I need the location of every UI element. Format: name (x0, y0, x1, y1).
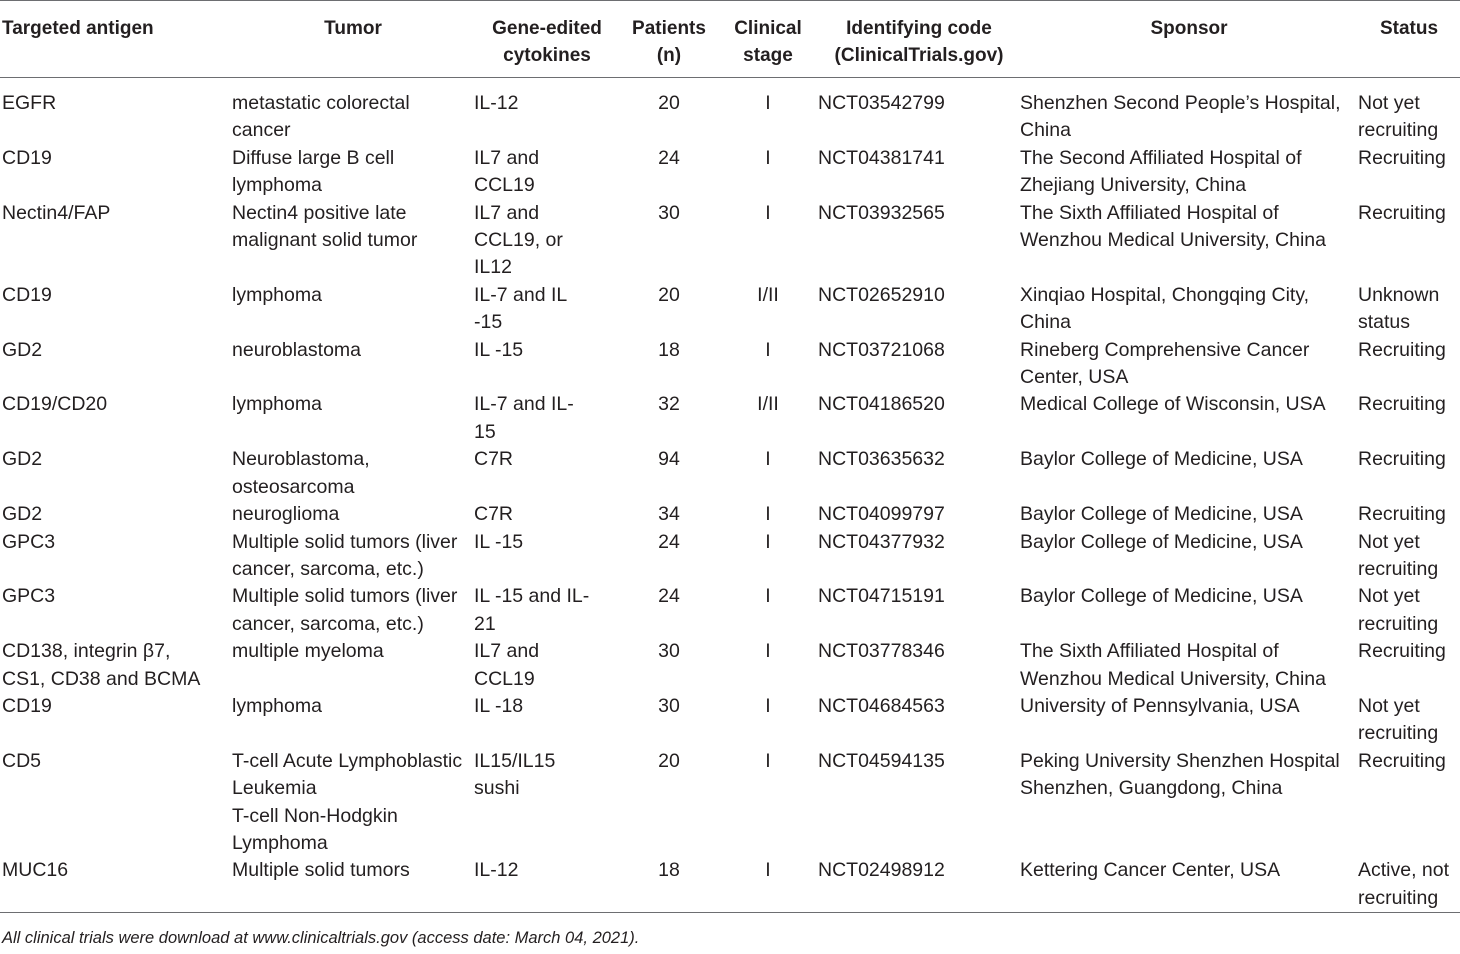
cell-tumor-line: cancer, sarcoma, etc.) (232, 612, 424, 635)
cell-status-line: recruiting (1358, 557, 1439, 580)
cell-status (1358, 501, 1460, 528)
cell-sponsor-line: The Sixth Affiliated Hospital of (1020, 201, 1279, 224)
header-identifying-code (818, 1, 1020, 78)
cell-sponsor-line: University of Pennsylvania, USA (1020, 694, 1300, 717)
cell-patients: 20 (658, 749, 680, 772)
cell-status (1358, 282, 1460, 337)
cell-clinical-stage: I/II (757, 393, 779, 416)
cell-targeted-antigen (0, 693, 232, 748)
cell-clinical-stage: I/II (757, 283, 779, 306)
table-row (0, 391, 1460, 446)
cell-clinical-stage: I (765, 201, 771, 224)
cell-targeted-antigen (0, 638, 232, 693)
header-row (0, 1, 1460, 78)
cell-targeted-antigen-line: CD19 (2, 146, 52, 169)
header-cytokines-line-1: Gene-edited (492, 18, 602, 39)
cell-clinical-stage: I (765, 338, 771, 361)
table-row (0, 446, 1460, 501)
cell-status-line: Recruiting (1358, 448, 1446, 471)
cell-identifying-code: NCT03635632 (818, 448, 945, 471)
cell-tumor-line: neuroblastoma (232, 338, 361, 361)
cell-targeted-antigen-line: EGFR (2, 92, 57, 114)
cell-tumor (232, 583, 474, 638)
cell-sponsor-line: The Second Affiliated Hospital of (1020, 146, 1302, 169)
cell-tumor-line: osteosarcoma (232, 475, 355, 498)
cell-tumor-line: cancer (232, 119, 291, 142)
cell-tumor (232, 78, 474, 145)
cell-sponsor-line: Wenzhou Medical University, China (1020, 229, 1326, 252)
cell-tumor-line: T-cell Non-Hodgkin (232, 804, 398, 827)
cell-sponsor-line: Wenzhou Medical University, China (1020, 667, 1326, 690)
cell-targeted-antigen-line: CS1, CD38 and BCMA (2, 667, 201, 690)
header-targeted-antigen: Targeted antigen (2, 18, 154, 39)
cell-sponsor (1020, 391, 1358, 446)
table-row (0, 501, 1460, 528)
cell-sponsor (1020, 78, 1358, 145)
cell-status-line: recruiting (1358, 119, 1439, 142)
cell-tumor-line: cancer, sarcoma, etc.) (232, 557, 424, 580)
cell-status (1358, 145, 1460, 200)
cell-cytokines-line: CCL19 (474, 667, 535, 690)
cell-cytokines (474, 446, 620, 501)
cell-patients: 24 (658, 530, 680, 553)
header-tumor: Tumor (324, 18, 382, 39)
cell-sponsor-line: Zhejiang University, China (1020, 174, 1247, 197)
cell-targeted-antigen (0, 857, 232, 912)
cell-targeted-antigen (0, 748, 232, 858)
cell-cytokines-line: IL-7 and IL (474, 283, 568, 306)
cell-tumor-line: neuroglioma (232, 503, 340, 526)
cell-targeted-antigen-line: Nectin4/FAP (2, 201, 111, 224)
cell-status-line: recruiting (1358, 612, 1439, 635)
cell-patients: 24 (658, 146, 680, 169)
header-cytokines (474, 1, 620, 78)
cell-sponsor-line: China (1020, 119, 1071, 142)
cell-tumor-line: Neuroblastoma, (232, 448, 370, 471)
table-row (0, 145, 1460, 200)
cell-targeted-antigen-line: MUC16 (2, 859, 69, 882)
cell-tumor (232, 282, 474, 337)
cell-sponsor-line: The Sixth Affiliated Hospital of (1020, 640, 1279, 663)
cell-tumor-line: lymphoma (232, 174, 322, 197)
cell-targeted-antigen (0, 200, 232, 282)
cell-clinical-stage: I (765, 530, 771, 553)
cell-cytokines (474, 391, 620, 446)
cell-status (1358, 337, 1460, 392)
cell-tumor (232, 748, 474, 858)
cell-status-line: Recruiting (1358, 393, 1446, 416)
cell-identifying-code: NCT04715191 (818, 585, 945, 608)
cell-patients: 30 (658, 640, 680, 663)
cell-sponsor-line: Xinqiao Hospital, Chongqing City, (1020, 283, 1310, 306)
cell-patients: 20 (658, 92, 680, 114)
cell-cytokines-line: IL -15 (474, 530, 524, 553)
cell-cytokines-line: CCL19 (474, 174, 535, 197)
cell-targeted-antigen-line: CD19 (2, 283, 52, 306)
cell-cytokines-line: 15 (474, 420, 496, 443)
cell-tumor-line: multiple myeloma (232, 640, 384, 663)
cell-targeted-antigen-line: GD2 (2, 503, 43, 526)
cell-status-line: Not yet (1358, 694, 1420, 717)
cell-targeted-antigen (0, 145, 232, 200)
cell-tumor (232, 446, 474, 501)
cell-status (1358, 78, 1460, 145)
cell-cytokines-line: IL -18 (474, 694, 524, 717)
cell-clinical-stage: I (765, 448, 771, 471)
cell-tumor-line: Multiple solid tumors (liver (232, 530, 458, 553)
cell-sponsor-line: Shenzhen, Guangdong, China (1020, 777, 1283, 800)
cell-targeted-antigen-line: GPC3 (2, 530, 56, 553)
cell-cytokines-line: IL-12 (474, 859, 519, 882)
cell-identifying-code: NCT04684563 (818, 694, 945, 717)
cell-cytokines-line: IL15/IL15 (474, 749, 556, 772)
cell-tumor-line: Nectin4 positive late (232, 201, 407, 224)
cell-cytokines-line: -15 (474, 311, 503, 334)
table-row (0, 857, 1460, 912)
cell-tumor-line: Multiple solid tumors (232, 859, 410, 882)
cell-tumor-line: T-cell Acute Lymphoblastic (232, 749, 463, 772)
cell-targeted-antigen (0, 78, 232, 145)
header-patients-line-1: Patients (632, 18, 706, 39)
cell-targeted-antigen-line: GD2 (2, 338, 43, 361)
cell-status (1358, 200, 1460, 282)
cell-clinical-stage: I (765, 585, 771, 608)
cell-sponsor (1020, 529, 1358, 584)
table-row (0, 200, 1460, 282)
cell-tumor-line: Multiple solid tumors (liver (232, 585, 458, 608)
cell-tumor (232, 337, 474, 392)
cell-cytokines (474, 748, 620, 858)
cell-cytokines-line: IL -15 (474, 338, 524, 361)
cell-sponsor-line: Center, USA (1020, 366, 1129, 389)
cell-targeted-antigen-line: GD2 (2, 448, 43, 471)
cell-tumor-line: lymphoma (232, 393, 322, 416)
table-row (0, 693, 1460, 748)
cell-sponsor-line: Rineberg Comprehensive Cancer (1020, 338, 1310, 361)
cell-status (1358, 583, 1460, 638)
cell-sponsor-line: Baylor College of Medicine, USA (1020, 530, 1303, 553)
table-row (0, 583, 1460, 638)
cell-sponsor (1020, 857, 1358, 912)
cell-status-line: Not yet (1358, 530, 1420, 553)
cell-tumor (232, 391, 474, 446)
cell-cytokines-line: IL -15 and IL- (474, 585, 590, 608)
cell-cytokines (474, 501, 620, 528)
cell-targeted-antigen-line: GPC3 (2, 585, 56, 608)
cell-status-line: Recruiting (1358, 640, 1446, 663)
cell-patients: 20 (658, 283, 680, 306)
cell-patients: 32 (658, 393, 680, 416)
cell-cytokines-line: IL7 and (474, 201, 540, 224)
cell-targeted-antigen (0, 446, 232, 501)
cell-identifying-code: NCT02652910 (818, 283, 945, 306)
cell-targeted-antigen-line: CD19/CD20 (2, 393, 108, 416)
table-header (0, 1, 1460, 78)
header-code-line-1: Identifying code (846, 18, 992, 39)
cell-sponsor (1020, 583, 1358, 638)
cell-cytokines-line: IL-7 and IL- (474, 393, 574, 416)
cell-identifying-code: NCT03721068 (818, 338, 945, 361)
cell-sponsor-line: Baylor College of Medicine, USA (1020, 585, 1303, 608)
cell-patients: 34 (658, 503, 680, 526)
cell-targeted-antigen (0, 391, 232, 446)
table-row (0, 337, 1460, 392)
cell-status (1358, 857, 1460, 912)
cell-identifying-code: NCT02498912 (818, 859, 945, 882)
cell-clinical-stage: I (765, 92, 771, 114)
cell-tumor (232, 857, 474, 912)
cell-sponsor-line: Kettering Cancer Center, USA (1020, 859, 1281, 882)
cell-cytokines (474, 693, 620, 748)
cell-status-line: Unknown (1358, 283, 1440, 306)
cell-sponsor (1020, 200, 1358, 282)
cell-cytokines (474, 200, 620, 282)
cell-identifying-code: NCT04186520 (818, 393, 945, 416)
table-row (0, 529, 1460, 584)
cell-tumor (232, 200, 474, 282)
cell-targeted-antigen (0, 337, 232, 392)
cell-clinical-stage: I (765, 694, 771, 717)
cell-sponsor-line: Baylor College of Medicine, USA (1020, 503, 1303, 526)
cell-targeted-antigen (0, 583, 232, 638)
cell-status-line: Recruiting (1358, 146, 1446, 169)
cell-patients: 94 (658, 448, 680, 471)
cell-cytokines-line: sushi (474, 777, 520, 800)
cell-identifying-code: NCT04381741 (818, 146, 945, 169)
cell-cytokines (474, 78, 620, 145)
cell-sponsor-line: Peking University Shenzhen Hospital (1020, 749, 1340, 772)
cell-status-line: Recruiting (1358, 338, 1446, 361)
cell-cytokines-line: IL7 and (474, 146, 540, 169)
cell-status (1358, 693, 1460, 748)
cell-patients: 18 (658, 338, 680, 361)
cell-tumor-line: lymphoma (232, 694, 322, 717)
cell-status-line: Active, not (1358, 859, 1450, 882)
cell-cytokines (474, 638, 620, 693)
header-cytokines-line-2: cytokines (503, 45, 591, 66)
cell-status (1358, 748, 1460, 858)
cell-sponsor-line: Baylor College of Medicine, USA (1020, 448, 1303, 471)
table-row (0, 282, 1460, 337)
cell-status-line: Not yet (1358, 585, 1420, 608)
table-body (0, 78, 1460, 913)
cell-cytokines-line: IL-12 (474, 92, 519, 114)
cell-clinical-stage: I (765, 503, 771, 526)
cell-sponsor (1020, 638, 1358, 693)
cell-sponsor-line: Medical College of Wisconsin, USA (1020, 393, 1326, 416)
cell-status-line: recruiting (1358, 722, 1439, 745)
table-row (0, 748, 1460, 858)
cell-identifying-code: NCT04099797 (818, 503, 945, 526)
cell-cytokines-line: IL7 and (474, 640, 540, 663)
cell-targeted-antigen (0, 529, 232, 584)
cell-identifying-code: NCT03542799 (818, 92, 945, 114)
cell-status-line: Recruiting (1358, 503, 1446, 526)
cell-targeted-antigen (0, 501, 232, 528)
cell-tumor (232, 145, 474, 200)
cell-tumor (232, 638, 474, 693)
cell-status (1358, 391, 1460, 446)
cell-cytokines-line: 21 (474, 612, 496, 635)
cell-cytokines-line: C7R (474, 503, 514, 526)
cell-tumor-line: Leukemia (232, 777, 317, 800)
cell-clinical-stage: I (765, 749, 771, 772)
cell-clinical-stage: I (765, 640, 771, 663)
cell-tumor (232, 529, 474, 584)
table-row (0, 78, 1460, 145)
cell-sponsor-line: Shenzhen Second People’s Hospital, (1020, 92, 1341, 114)
cell-cytokines (474, 282, 620, 337)
cell-tumor (232, 501, 474, 528)
header-status: Status (1379, 18, 1439, 39)
cell-status-line: recruiting (1358, 886, 1439, 909)
cell-cytokines-line: C7R (474, 448, 514, 471)
cell-clinical-stage: I (765, 146, 771, 169)
cell-sponsor (1020, 693, 1358, 748)
cell-cytokines (474, 857, 620, 912)
table-row (0, 638, 1460, 693)
header-sponsor: Sponsor (1150, 18, 1228, 39)
cell-targeted-antigen-line: CD138, integrin β7, (2, 640, 171, 663)
cell-tumor (232, 693, 474, 748)
cell-status-line: Recruiting (1358, 201, 1446, 224)
cell-patients: 18 (658, 859, 680, 882)
cell-tumor-line: lymphoma (232, 283, 322, 306)
cell-targeted-antigen-line: CD5 (2, 749, 42, 772)
cell-cytokines-line: IL12 (474, 256, 512, 279)
cell-cytokines-line: CCL19, or (474, 229, 563, 252)
cell-sponsor (1020, 748, 1358, 858)
cell-tumor-line: malignant solid tumor (232, 229, 418, 252)
cell-identifying-code: NCT04594135 (818, 749, 945, 772)
cell-clinical-stage: I (765, 859, 771, 882)
cell-sponsor (1020, 145, 1358, 200)
cell-patients: 24 (658, 585, 680, 608)
cell-sponsor-line: China (1020, 311, 1071, 334)
cell-sponsor (1020, 337, 1358, 392)
cell-status-line: Not yet (1358, 92, 1420, 114)
cell-cytokines (474, 583, 620, 638)
cell-sponsor (1020, 446, 1358, 501)
cell-sponsor (1020, 282, 1358, 337)
cell-cytokines (474, 145, 620, 200)
cell-identifying-code: NCT04377932 (818, 530, 945, 553)
cell-status-line: Recruiting (1358, 749, 1446, 772)
header-patients-line-2: (n) (656, 45, 682, 66)
cell-identifying-code: NCT03778346 (818, 640, 945, 663)
cell-tumor-line: metastatic colorectal (232, 92, 410, 114)
cell-targeted-antigen-line: CD19 (2, 694, 52, 717)
cell-tumor-line: Diffuse large B cell (232, 146, 395, 169)
table-footnote: All clinical trials were download at www.clinicaltrials.gov (access date: March 04, 2021). (2, 929, 640, 947)
cell-status (1358, 446, 1460, 501)
cell-status (1358, 638, 1460, 693)
cell-status (1358, 529, 1460, 584)
cell-patients: 30 (658, 201, 680, 224)
header-patients (620, 1, 718, 78)
cell-identifying-code: NCT03932565 (818, 201, 945, 224)
cell-sponsor (1020, 501, 1358, 528)
cell-targeted-antigen (0, 282, 232, 337)
cell-tumor-line: Lymphoma (232, 831, 328, 854)
header-stage-line-1: Clinical (734, 18, 802, 39)
cell-status-line: status (1358, 311, 1411, 334)
cell-patients: 30 (658, 694, 680, 717)
header-code-line-2: (ClinicalTrials.gov) (834, 45, 1004, 66)
header-clinical-stage (718, 1, 818, 78)
cell-cytokines (474, 337, 620, 392)
header-stage-line-2: stage (743, 45, 793, 66)
cell-cytokines (474, 529, 620, 584)
